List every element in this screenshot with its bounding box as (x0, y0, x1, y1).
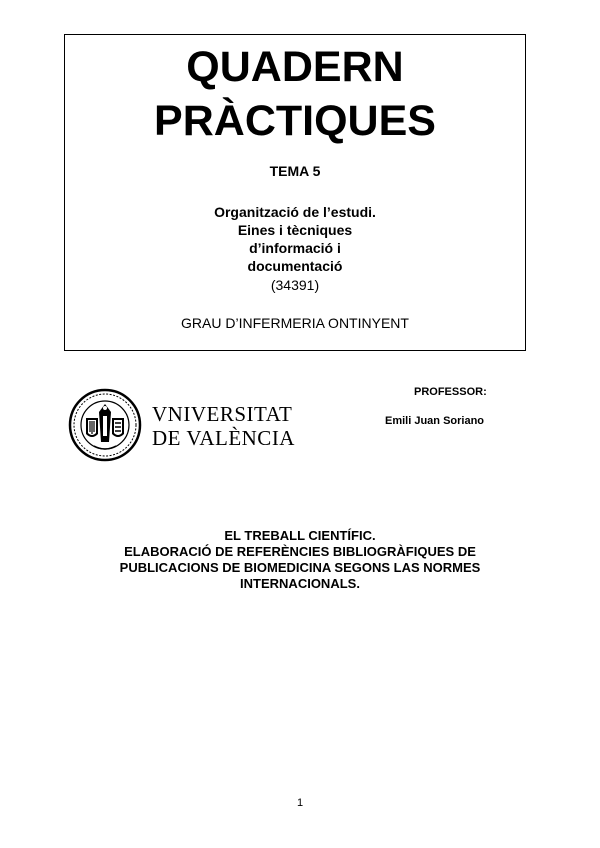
heading-line: EL TREBALL CIENTÍFIC. (224, 528, 376, 543)
wordmark-line2: DE VALÈNCIA (152, 426, 295, 450)
subject-code: (34391) (270, 277, 320, 293)
subject-line: d’informació i (249, 240, 341, 256)
subject-line: documentació (247, 258, 343, 274)
university-seal-icon (68, 388, 142, 462)
university-logo (68, 388, 298, 464)
topic-number: TEMA 5 (269, 163, 321, 179)
title-box (64, 34, 526, 351)
document-title-line1: QUADERN (186, 43, 404, 91)
professor-label: PROFESSOR: (414, 386, 487, 398)
heading-line: ELABORACIÓ DE REFERÈNCIES BIBLIOGRÀFIQUES DE (124, 544, 476, 559)
degree-name: GRAU D’INFERMERIA ONTINYENT (181, 315, 409, 331)
subject-name (65, 203, 525, 275)
section-heading (60, 528, 540, 592)
document-title-line2: PRÀCTIQUES (154, 97, 436, 145)
professor-name: Emili Juan Soriano (385, 415, 485, 427)
subject-line: Organització de l’estudi. (214, 204, 376, 220)
heading-line: INTERNACIONALS. (240, 576, 360, 591)
page-number: 1 (296, 797, 304, 809)
university-wordmark (152, 402, 295, 450)
heading-line: PUBLICACIONS DE BIOMEDICINA SEGONS LAS NORMES (119, 560, 481, 575)
wordmark-line1: VNIVERSITAT (152, 402, 293, 426)
subject-line: Eines i tècniques (237, 222, 353, 238)
